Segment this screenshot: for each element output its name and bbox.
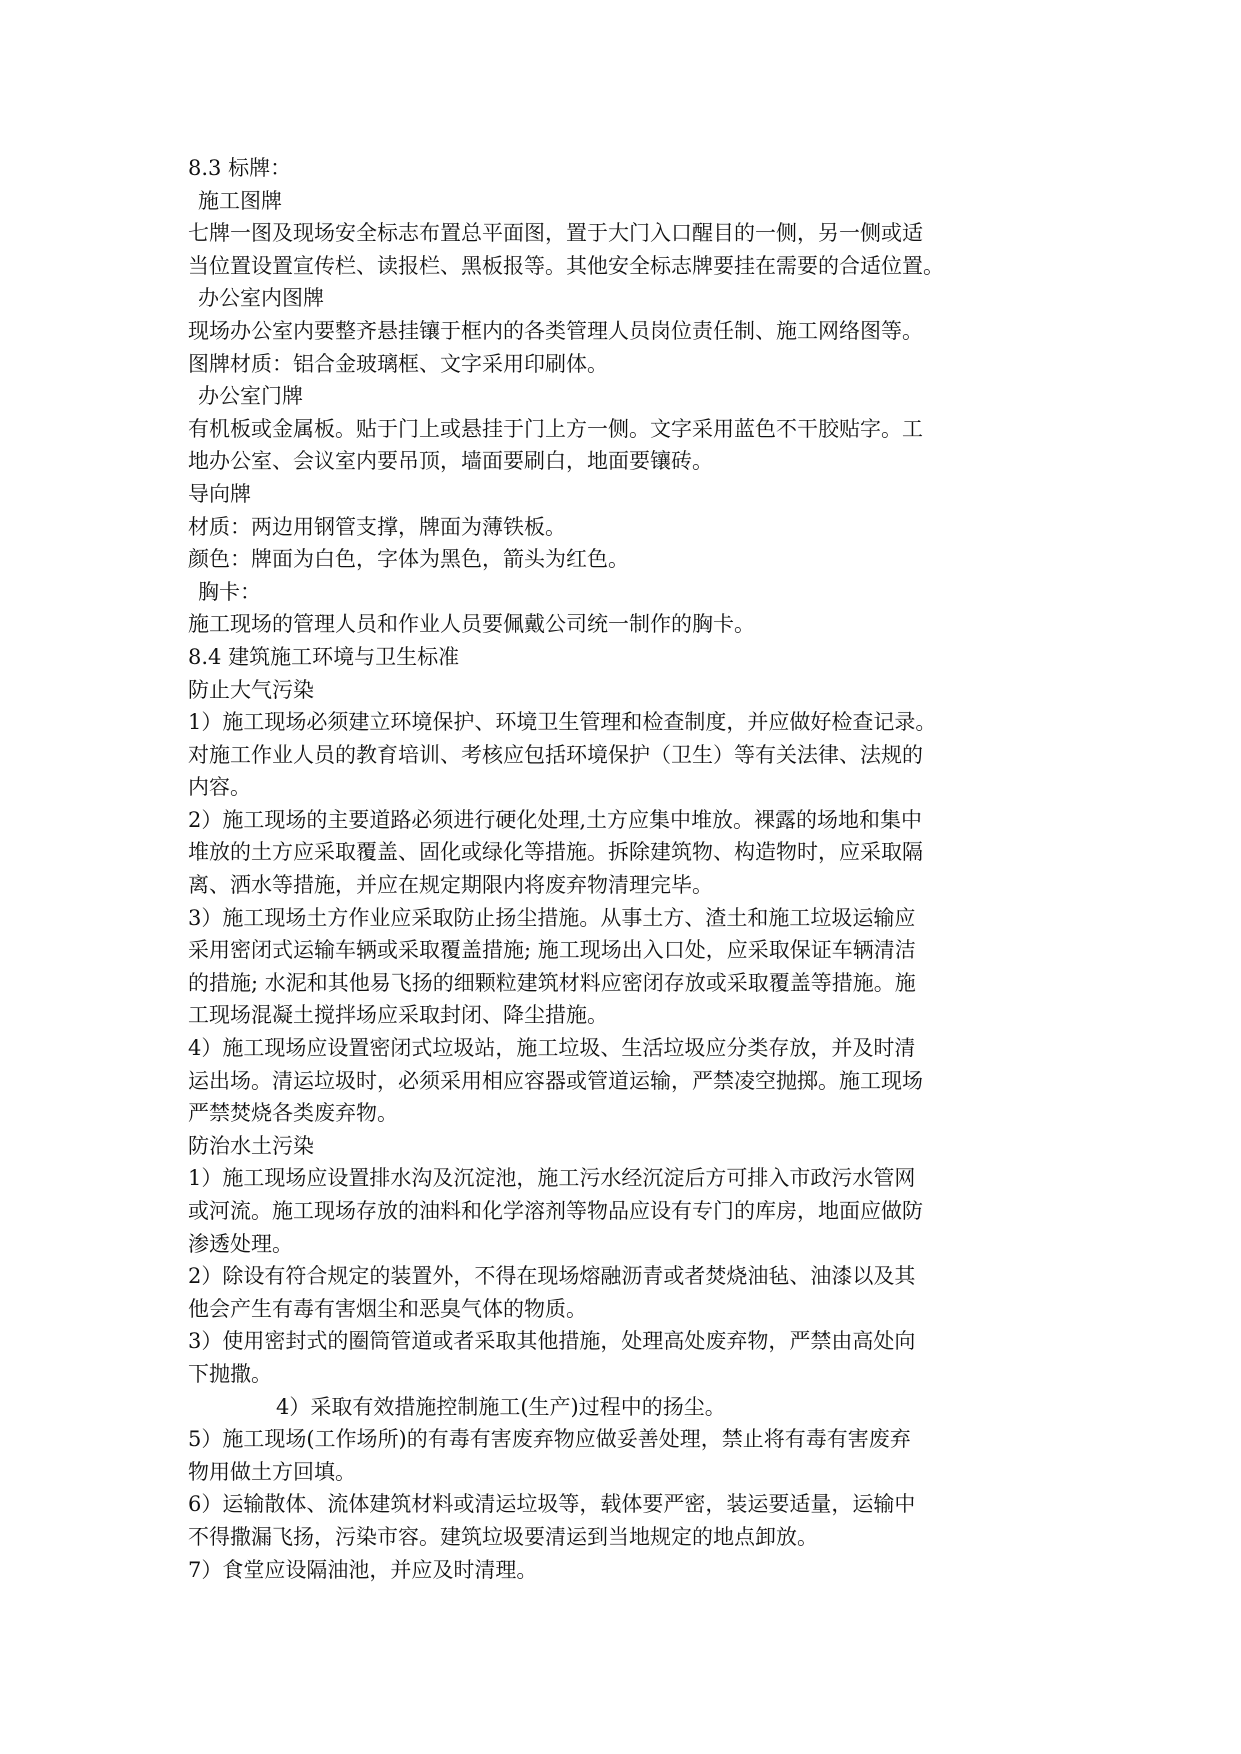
subheading: 施工图牌: [198, 188, 282, 213]
subheading: 防治水土污染: [188, 1133, 314, 1158]
paragraph-line: 1）施工现场应设置排水沟及沉淀池，施工污水经沉淀后方可排入市政污水管网: [188, 1166, 916, 1191]
paragraph-line: 的措施; 水泥和其他易飞扬的细颗粒建筑材料应密闭存放或采取覆盖等措施。施: [188, 970, 916, 995]
paragraph-line: 地办公室、会议室内要吊顶，墙面要刷白，地面要镶砖。: [188, 449, 713, 474]
paragraph-line: 当位置设置宣传栏、读报栏、黑板报等。其他安全标志牌要挂在需要的合适位置。: [188, 253, 944, 278]
paragraph-line: 6）运输散体、流体建筑材料或清运垃圾等，载体要严密，装运要适量，运输中: [188, 1492, 916, 1517]
paragraph-line: 下抛撒。: [188, 1361, 272, 1386]
section-heading: 8.3 标牌：: [188, 156, 292, 180]
paragraph-line: 1）施工现场必须建立环境保护、环境卫生管理和检查制度，并应做好检查记录。: [188, 710, 937, 735]
subheading: 防止大气污染: [188, 677, 314, 702]
paragraph-line: 采用密闭式运输车辆或采取覆盖措施; 施工现场出入口处，应采取保证车辆清洁: [188, 938, 916, 963]
subheading: 办公室内图牌: [198, 286, 324, 311]
subheading: 胸卡：: [198, 579, 261, 604]
paragraph-line: 颜色：牌面为白色，字体为黑色，箭头为红色。: [188, 547, 629, 572]
subheading: 导向牌: [188, 481, 251, 506]
document-body: [188, 152, 1058, 1586]
paragraph-line: 对施工作业人员的教育培训、考核应包括环境保护（卫生）等有关法律、法规的: [188, 742, 923, 767]
paragraph-line: 不得撒漏飞扬，污染市容。建筑垃圾要清运到当地规定的地点卸放。: [188, 1524, 818, 1549]
paragraph-line: 物用做土方回填。: [188, 1459, 356, 1484]
paragraph-line: 3）使用密封式的圈筒管道或者采取其他措施，处理高处废弃物，严禁由高处向: [188, 1329, 916, 1354]
paragraph-line: 2）施工现场的主要道路必须进行硬化处理,土方应集中堆放。裸露的场地和集中: [188, 807, 923, 832]
paragraph-line: 七牌一图及现场安全标志布置总平面图，置于大门入口醒目的一侧，另一侧或适: [188, 221, 923, 246]
paragraph-line: 渗透处理。: [188, 1231, 293, 1256]
paragraph-line: 运出场。清运垃圾时，必须采用相应容器或管道运输，严禁凌空抛掷。施工现场: [188, 1068, 923, 1093]
paragraph-line: 工现场混凝土搅拌场应采取封闭、降尘措施。: [188, 1003, 608, 1028]
paragraph-line: 7）食堂应设隔油池，并应及时清理。: [188, 1557, 538, 1582]
paragraph-line: 材质：两边用钢管支撑，牌面为薄铁板。: [188, 514, 566, 539]
paragraph-line: 离、洒水等措施，并应在规定期限内将废弃物清理完毕。: [188, 873, 713, 898]
paragraph-line: 堆放的土方应采取覆盖、固化或绿化等措施。拆除建筑物、构造物时，应采取隔: [188, 840, 923, 865]
paragraph-line: 现场办公室内要整齐悬挂镶于框内的各类管理人员岗位责任制、施工网络图等。: [188, 318, 923, 343]
paragraph-line: 2）除设有符合规定的装置外，不得在现场熔融沥青或者焚烧油毡、油漆以及其: [188, 1264, 916, 1289]
paragraph-line: 图牌材质：铝合金玻璃框、文字采用印刷体。: [188, 351, 608, 376]
subheading: 办公室门牌: [198, 384, 303, 409]
paragraph-line: 严禁焚烧各类废弃物。: [188, 1101, 398, 1126]
paragraph-line: 内容。: [188, 775, 251, 800]
paragraph-line: 5）施工现场(工作场所)的有毒有害废弃物应做妥善处理，禁止将有毒有害废弃: [188, 1427, 911, 1452]
paragraph-line: 施工现场的管理人员和作业人员要佩戴公司统一制作的胸卡。: [188, 612, 755, 637]
paragraph-line: 有机板或金属板。贴于门上或悬挂于门上方一侧。文字采用蓝色不干胶贴字。工: [188, 416, 923, 441]
section-heading: 8.4 建筑施工环境与卫生标准: [188, 644, 460, 669]
paragraph-line: 4）采取有效措施控制施工(生产)过程中的扬尘。: [276, 1394, 726, 1419]
paragraph-line: 或河流。施工现场存放的油料和化学溶剂等物品应设有专门的库房，地面应做防: [188, 1199, 923, 1223]
paragraph-line: 4）施工现场应设置密闭式垃圾站，施工垃圾、生活垃圾应分类存放，并及时清: [188, 1036, 916, 1061]
paragraph-line: 他会产生有毒有害烟尘和恶臭气体的物质。: [188, 1296, 587, 1321]
paragraph-line: 3）施工现场土方作业应采取防止扬尘措施。从事土方、渣土和施工垃圾运输应: [188, 905, 916, 930]
